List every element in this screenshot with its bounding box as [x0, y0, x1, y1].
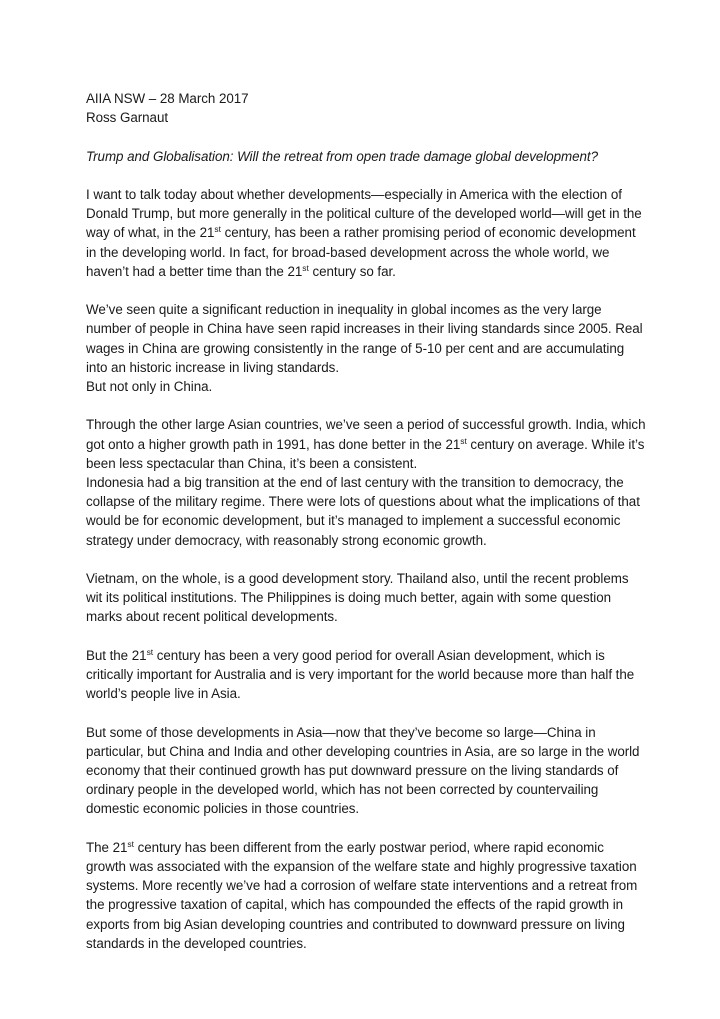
paragraph-2: We’ve seen quite a significant reduction in inequality in global incomes as the very large number of people in China have seen rapid increases in their living standards since 2005. Real wages in China are growing consistently in the range of 5-10 per cent and are accumulating into an historic increase in living standards.: [86, 302, 643, 375]
paragraph-6: But some of those developments in Asia—now that they’ve become so large—China in particular, but China and India and other developing countries in Asia, are so large in the world economy that their continued growth has put downward pressure on the living standards of ordinary people in the developed world, which has not been corrected by countervailing domestic economic policies in those countries.: [86, 724, 640, 817]
document-page: [86, 89, 646, 953]
paragraph-3-text-a: Through the other large Asian countries, we’ve seen a period of successful growth. India, which got onto a higher growth path in 1991, has done better in the 21: [86, 417, 646, 452]
spacer: [86, 703, 646, 722]
paragraph-1-text-c: century so far.: [308, 263, 396, 279]
ordinal-suffix: st: [460, 435, 467, 446]
event-line: AIIA NSW – 28 March 2017: [86, 91, 249, 106]
paragraph-4: Vietnam, on the whole, is a good development story. Thailand also, until the recent problems wit its political institutions. The Philippines is doing much better, again with some question marks about recent political developments.: [86, 571, 629, 625]
paragraph-3: [86, 415, 646, 473]
paragraph-3-text-b: century on average. While it’s been less spectacular than China, it’s been a consistent.: [86, 436, 645, 471]
spacer: [86, 166, 646, 185]
paragraph-2-tail: But not only in China.: [86, 379, 213, 394]
paragraph-7: [86, 838, 646, 953]
ordinal-suffix: st: [302, 262, 309, 273]
paragraph-1-text-a: I want to talk today about whether developments—especially in America with the election of Donald Trump, but more generally in the political culture of the developed world—will get in the way of what, in the 21: [86, 186, 642, 241]
spacer: [86, 127, 646, 146]
paragraph-7-text-b: century has been different from the early postwar period, where rapid economic growth was associated with the expansion of the welfare state and highly progressive taxation systems. More recently we’ve had a corrosion of welfare state interventions and a retreat from the progressive taxation of capital, which has compounded the effects of the rapid growth in exports from big Asian developing countries and contributed to downward pressure on living standards in the developed countries.: [86, 839, 638, 951]
paragraph-3-indonesia: Indonesia had a big transition at the end of last century with the transition to democracy, the collapse of the military regime. There were lots of questions about what the implications of that would be for economic development, but it’s managed to implement a successful economic strategy under democracy, with reasonably strong economic growth.: [86, 475, 640, 548]
spacer: [86, 281, 646, 300]
spacer: [86, 627, 646, 646]
paragraph-1: [86, 185, 646, 281]
paragraph-5: [86, 646, 646, 704]
paragraph-5-text-b: century has been a very good period for overall Asian development, which is critically important for Australia and is very important for the world because more than half the world’s people live in Asia.: [86, 647, 635, 702]
spacer: [86, 550, 646, 569]
spacer: [86, 819, 646, 838]
author-name: Ross Garnaut: [86, 110, 169, 126]
paragraph-5-text-a: But the 21: [86, 647, 147, 663]
paragraph-7-text-a: The 21: [86, 839, 128, 855]
speech-title: Trump and Globalisation: Will the retreat from open trade damage global development?: [86, 148, 599, 164]
paragraph-1-text-b: century, has been a rather promising period of economic development in the developing world. In fact, for broad-based development across the whole world, we haven’t had a better time than the 21: [86, 225, 636, 279]
spacer: [86, 396, 646, 415]
ordinal-suffix: st: [214, 224, 221, 235]
ordinal-suffix: st: [146, 646, 154, 657]
ordinal-suffix: st: [127, 838, 134, 849]
